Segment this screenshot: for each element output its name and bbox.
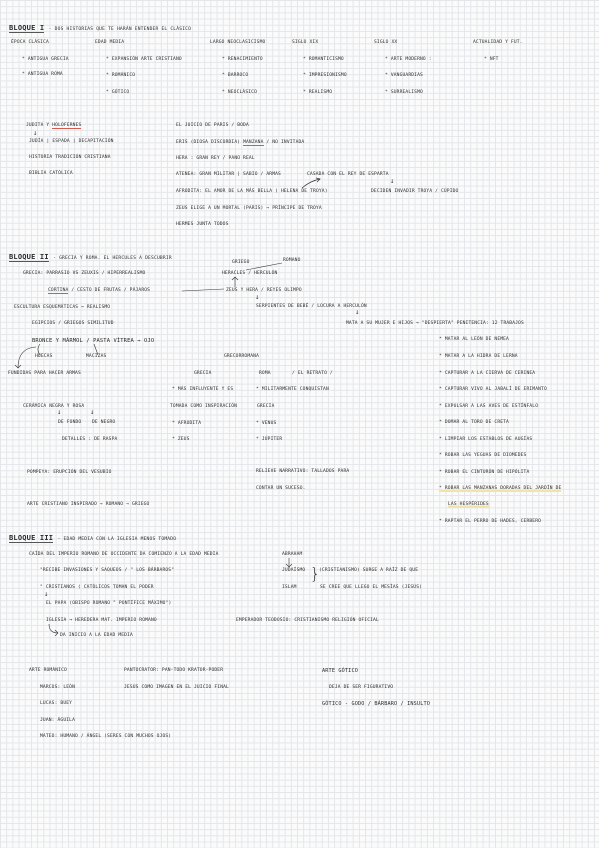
trabajo-item: * CAPTURAR A LA CIERVA DE CERINEA <box>439 371 536 376</box>
list-item: * ANTIGUA ROMA <box>22 72 63 77</box>
gotico-title: ARTE GÓTICO <box>322 668 359 674</box>
paris-line: DECIDEN INVADIR TROYA / CÚPIDO <box>371 189 459 194</box>
judith-line: HISTORIA TRADICIÓN CRISTIANA <box>29 155 111 160</box>
judith-line: JUDÍA | ESPADA | DECAPITACIÓN <box>29 139 114 144</box>
edad-media-line: " CRISTIANOS ( CATÓLICOS TOMAN EL PODER <box>40 585 154 590</box>
list-item: * ROMANTICISMO <box>303 57 344 62</box>
list-item: * ARTE MODERNO : <box>385 57 432 62</box>
list-item: * GÓTICO <box>106 90 130 95</box>
paris-line: HERMES JUNTA TODOS <box>176 222 229 227</box>
roma-item: * MILITARMENTE CONQUISTAN <box>256 387 329 392</box>
connector-icon <box>181 287 225 295</box>
paris-line: HERA : GRAN REY / PANO REAL <box>176 156 255 161</box>
curved-arrow-icon <box>46 623 60 637</box>
roma-item: * JÚPITER <box>256 437 283 442</box>
grecia-line: GRECIA: PARRASIO VS ZEUXIS / HIPERREALISMO <box>23 271 146 276</box>
paris-line: ZEUS ELIGE A UN MORTAL (PARIS) → PRÍNCIPE DE TROYA <box>176 206 322 211</box>
paris-line: AFRODITA: EL AMOR DE LA MÁS BELLA ( HELENA DE TROYA) <box>176 189 328 194</box>
list-item: * SURREALISMO <box>385 90 423 95</box>
fondo-negro-label: DE NEGRO <box>92 420 116 425</box>
block1-heading <box>9 25 191 33</box>
paris-line: ATENEA: GRAN MILITAR | SABIO / ARMAS <box>176 172 281 177</box>
edad-media-line: IGLESIA → HEREDERA MAT. IMPERIO ROMANO <box>46 618 157 623</box>
roma-item: GRECIA <box>257 404 275 409</box>
ceramica-line: CERÁMICA NEGRA Y ROSA <box>23 404 85 409</box>
list-item: * ANTIGUA GRECIA <box>22 57 69 62</box>
abraham-label: ABRAHAM <box>282 552 303 557</box>
relieve-line: RELIEVE NARRATIVO: TALLADOS PARA <box>256 469 350 474</box>
trabajo-item-highlighted: * ROBAR LAS MANZANAS DORADAS DEL JARDÍN DE <box>439 486 562 491</box>
block3-title: BLOQUE III <box>9 534 54 542</box>
block1-subtitle: - DOS HISTORIAS QUE TE HARÁN ENTENDER EL CLÁSICO <box>48 27 192 32</box>
arrow-down-icon: ↓ <box>44 590 49 598</box>
romano-label: ROMANO <box>283 258 301 263</box>
grecia-item: * ZEUS <box>172 437 190 442</box>
arrow-down-icon: ↓ <box>355 308 360 316</box>
manzana-underlined: MANZANA <box>243 140 264 145</box>
block3-heading <box>9 535 176 543</box>
trabajo-item: * MATAR A LA HIDRA DE LERNA <box>439 354 518 359</box>
list-item: * EXPANSIÓN ARTE CRISTIANO <box>106 57 182 62</box>
mata-line: MATA A SU MUJER E HIJOS → "DESPIERTA" PENITENCIA: 12 TRABAJOS <box>346 321 524 326</box>
pantocrator-line: PANTOCRATOR: PAN-TODO KRATOR-PODER <box>124 668 224 673</box>
arrow-down-icon: ↓ <box>90 408 95 416</box>
grecia-item: * AFRODITA <box>172 421 202 426</box>
pompeya-line: POMPEYA: ERUPCIÓN DEL VESUBIO <box>27 470 112 475</box>
trabajo-item: * ROBAR LAS YEGUAS DE DIOMEDES <box>439 453 527 458</box>
list-item: * ROMÁNICO <box>106 73 136 78</box>
block3-subtitle: - EDAD MEDIA CON LA IGLESIA MENOS TOMADO <box>57 537 177 542</box>
block1-title: BLOQUE I <box>9 24 45 32</box>
paris-line: EL JUICIO DE PARIS / BODA <box>176 123 249 128</box>
block2-subtitle: - GRECIA Y ROMA. EL HERCULES A DESCUBRIR <box>53 256 172 261</box>
arrow-down-icon: ↓ <box>390 177 395 185</box>
list-item: * BARROCO <box>222 73 249 78</box>
cortina-underlined: CORTINA <box>48 288 69 293</box>
curved-arrow-icon <box>14 344 38 370</box>
macizas-label: MACIZAS <box>86 354 107 359</box>
islam-label: ISLAM <box>282 585 297 590</box>
arrow-down-icon: ↓ <box>33 129 38 137</box>
cortina-line: CORTINA / CESTO DE FRUTAS / PÁJAROS <box>48 288 151 293</box>
evangelista-item: MARCOS: LEÓN <box>40 685 75 690</box>
pantocrator-line: JESÚS COMO IMAGEN EN EL JUICIO FINAL <box>124 685 229 690</box>
roma-item: * VENUS <box>256 421 277 426</box>
list-item: * NEOCLÁSICO <box>222 90 257 95</box>
block2-title: BLOQUE II <box>9 253 49 261</box>
trabajo-item: * CAPTURAR VIVO AL JABALÍ DE ERIMANTO <box>439 387 547 392</box>
trabajo-item: * ROBAR EL CINTURÓN DE HIPÓLITA <box>439 470 530 475</box>
col-epoca-clasica: ÉPOCA CLÁSICA <box>11 40 49 45</box>
gotico-line: GÓTICO - GODO / BÁRBARO / INSULTO <box>322 701 431 707</box>
block2-heading <box>9 254 172 262</box>
col-siglo-xx: SIGLO XX <box>374 40 398 45</box>
judith-line: BIBLIA CATÓLICA <box>29 171 73 176</box>
arrow-up-icon <box>231 276 239 288</box>
list-item: * NFT <box>484 57 499 62</box>
romanico-title: ARTE ROMÁNICO <box>29 668 67 673</box>
paris-line: CASADA CON EL REY DE ESPARTA <box>307 172 389 177</box>
contar-line: CONTAR UN SUCESO. <box>256 486 306 491</box>
serpientes-line: SERPIENTES DE BEBÉ / LOCURA A HERCULÓN <box>256 304 367 309</box>
trabajo-item: * RAPTAR EL PERRO DE HADES, CERBERO <box>439 519 542 524</box>
cristianismo-line: (CRISTIANISMO) SURGE A RAÍZ DE QUE <box>319 568 419 573</box>
list-item: * IMPRESIONISMO <box>303 73 347 78</box>
trabajo-item: * EXPULSAR A LAS AVES DE ESTÍNFALO <box>439 404 539 409</box>
evangelista-item: LUCAS: BUEY <box>40 701 73 706</box>
evangelista-item: MATEO: HUMANO / ÁNGEL (SERES CON MUCHOS OJOS) <box>40 734 172 739</box>
curved-arrow-icon <box>300 177 322 189</box>
col-neoclasicismo: LARGO NEOCLASICISMO <box>210 40 266 45</box>
bronce-line: BRONCE Y MÁRMOL / PASTA VÍTREA → OJO <box>32 338 155 344</box>
brace-icon: } <box>310 564 321 583</box>
list-item: * REALISMO <box>303 90 333 95</box>
col-edad-media: EDAD MEDIA <box>95 40 125 45</box>
griego-label: GRIEGO <box>232 260 250 265</box>
trabajo-item-highlighted: LAS HESPÉRIDES <box>448 502 489 507</box>
islam-line: SE CREE QUE LLEGO EL MESÍAS (JESÚS) <box>320 585 423 590</box>
fondo-rojo-label: DE FONDO <box>58 420 82 425</box>
retrato-label: / EL RETRATO / <box>292 371 333 376</box>
list-item: * RENACIMIENTO <box>222 57 263 62</box>
edad-media-line: CAÍDA DEL IMPERIO ROMANO DE OCCIDENTE DA COMIENZO A LA EDAD MEDIA <box>29 552 219 557</box>
egipcios-line: EGIPCIOS / GRIEGOS SIMILITUD <box>32 321 114 326</box>
gotico-line: DEJA DE SER FIGURATIVO <box>329 685 394 690</box>
paris-line: ERIS (DIOSA DISCORDIA) MANZANA / NO INVITADA <box>176 140 305 145</box>
fundidas-line: FUNDIDAS PARA HACER ARMAS <box>8 371 81 376</box>
edad-media-line: EL PAPA (OBISPO ROMANO " PONTÍFICE MÁXIMO") <box>46 601 172 606</box>
arrow-down-icon: ↓ <box>57 408 62 416</box>
edad-media-line: "RECIBE INVASIONES Y SAQUEOS / " LOS BÁRBAROS" <box>40 568 175 573</box>
trabajo-item: * MATAR AL LEÓN DE NEMEA <box>439 337 509 342</box>
grecia-item: TOMADA COMO INSPIRACIÓN <box>170 404 238 409</box>
grecia-heading: GRECIA <box>194 371 212 376</box>
grecorromana-label: GRECORROMANA <box>224 354 259 359</box>
list-item: * VANGUARDIAS <box>385 73 423 78</box>
roma-heading: ROMA <box>259 371 271 376</box>
detalles-line: DETALLES : DE RASPA <box>62 437 118 442</box>
evangelista-item: JUAN: ÁGUILA <box>40 718 75 723</box>
grecia-item: * MÁS INFLUYENTE Y ES <box>172 387 234 392</box>
escultura-line: ESCULTURA ESQUEMÁTICAS → REALISMO <box>14 305 111 310</box>
judith-title: JUDITA Y HOLOFERNES <box>26 123 82 128</box>
huecas-label: HUECAS <box>35 354 53 359</box>
judaismo-label: JUDAÍSMO <box>282 568 306 573</box>
arrow-down-icon: ↓ <box>255 293 260 301</box>
holofernes-underlined: HOLOFERNES <box>52 123 82 128</box>
zeus-line: ZEUS Y HERA / REYES OLIMPO <box>226 288 302 293</box>
emperador-line: EMPERADOR TEODOSIO: CRISTIANISMO RELIGIÓN OFICIAL <box>236 618 379 623</box>
heracles-line: HERACLES / HERCULÓN <box>222 271 278 276</box>
trabajo-item: * DOMAR AL TORO DE CRETA <box>439 420 509 425</box>
arte-cristiano-line: ARTE CRISTIANO INSPIRADO → ROMANO → GRIEGO <box>27 502 150 507</box>
trabajo-item: * LIMPIAR LOS ESTABLOS DE AUGÍAS <box>439 437 533 442</box>
col-siglo-xix: SIGLO XIX <box>292 40 319 45</box>
edad-media-line: DA INICIO A LA EDAD MEDIA <box>60 633 133 638</box>
col-actualidad: ACTUALIDAD Y FUT. <box>473 40 523 45</box>
